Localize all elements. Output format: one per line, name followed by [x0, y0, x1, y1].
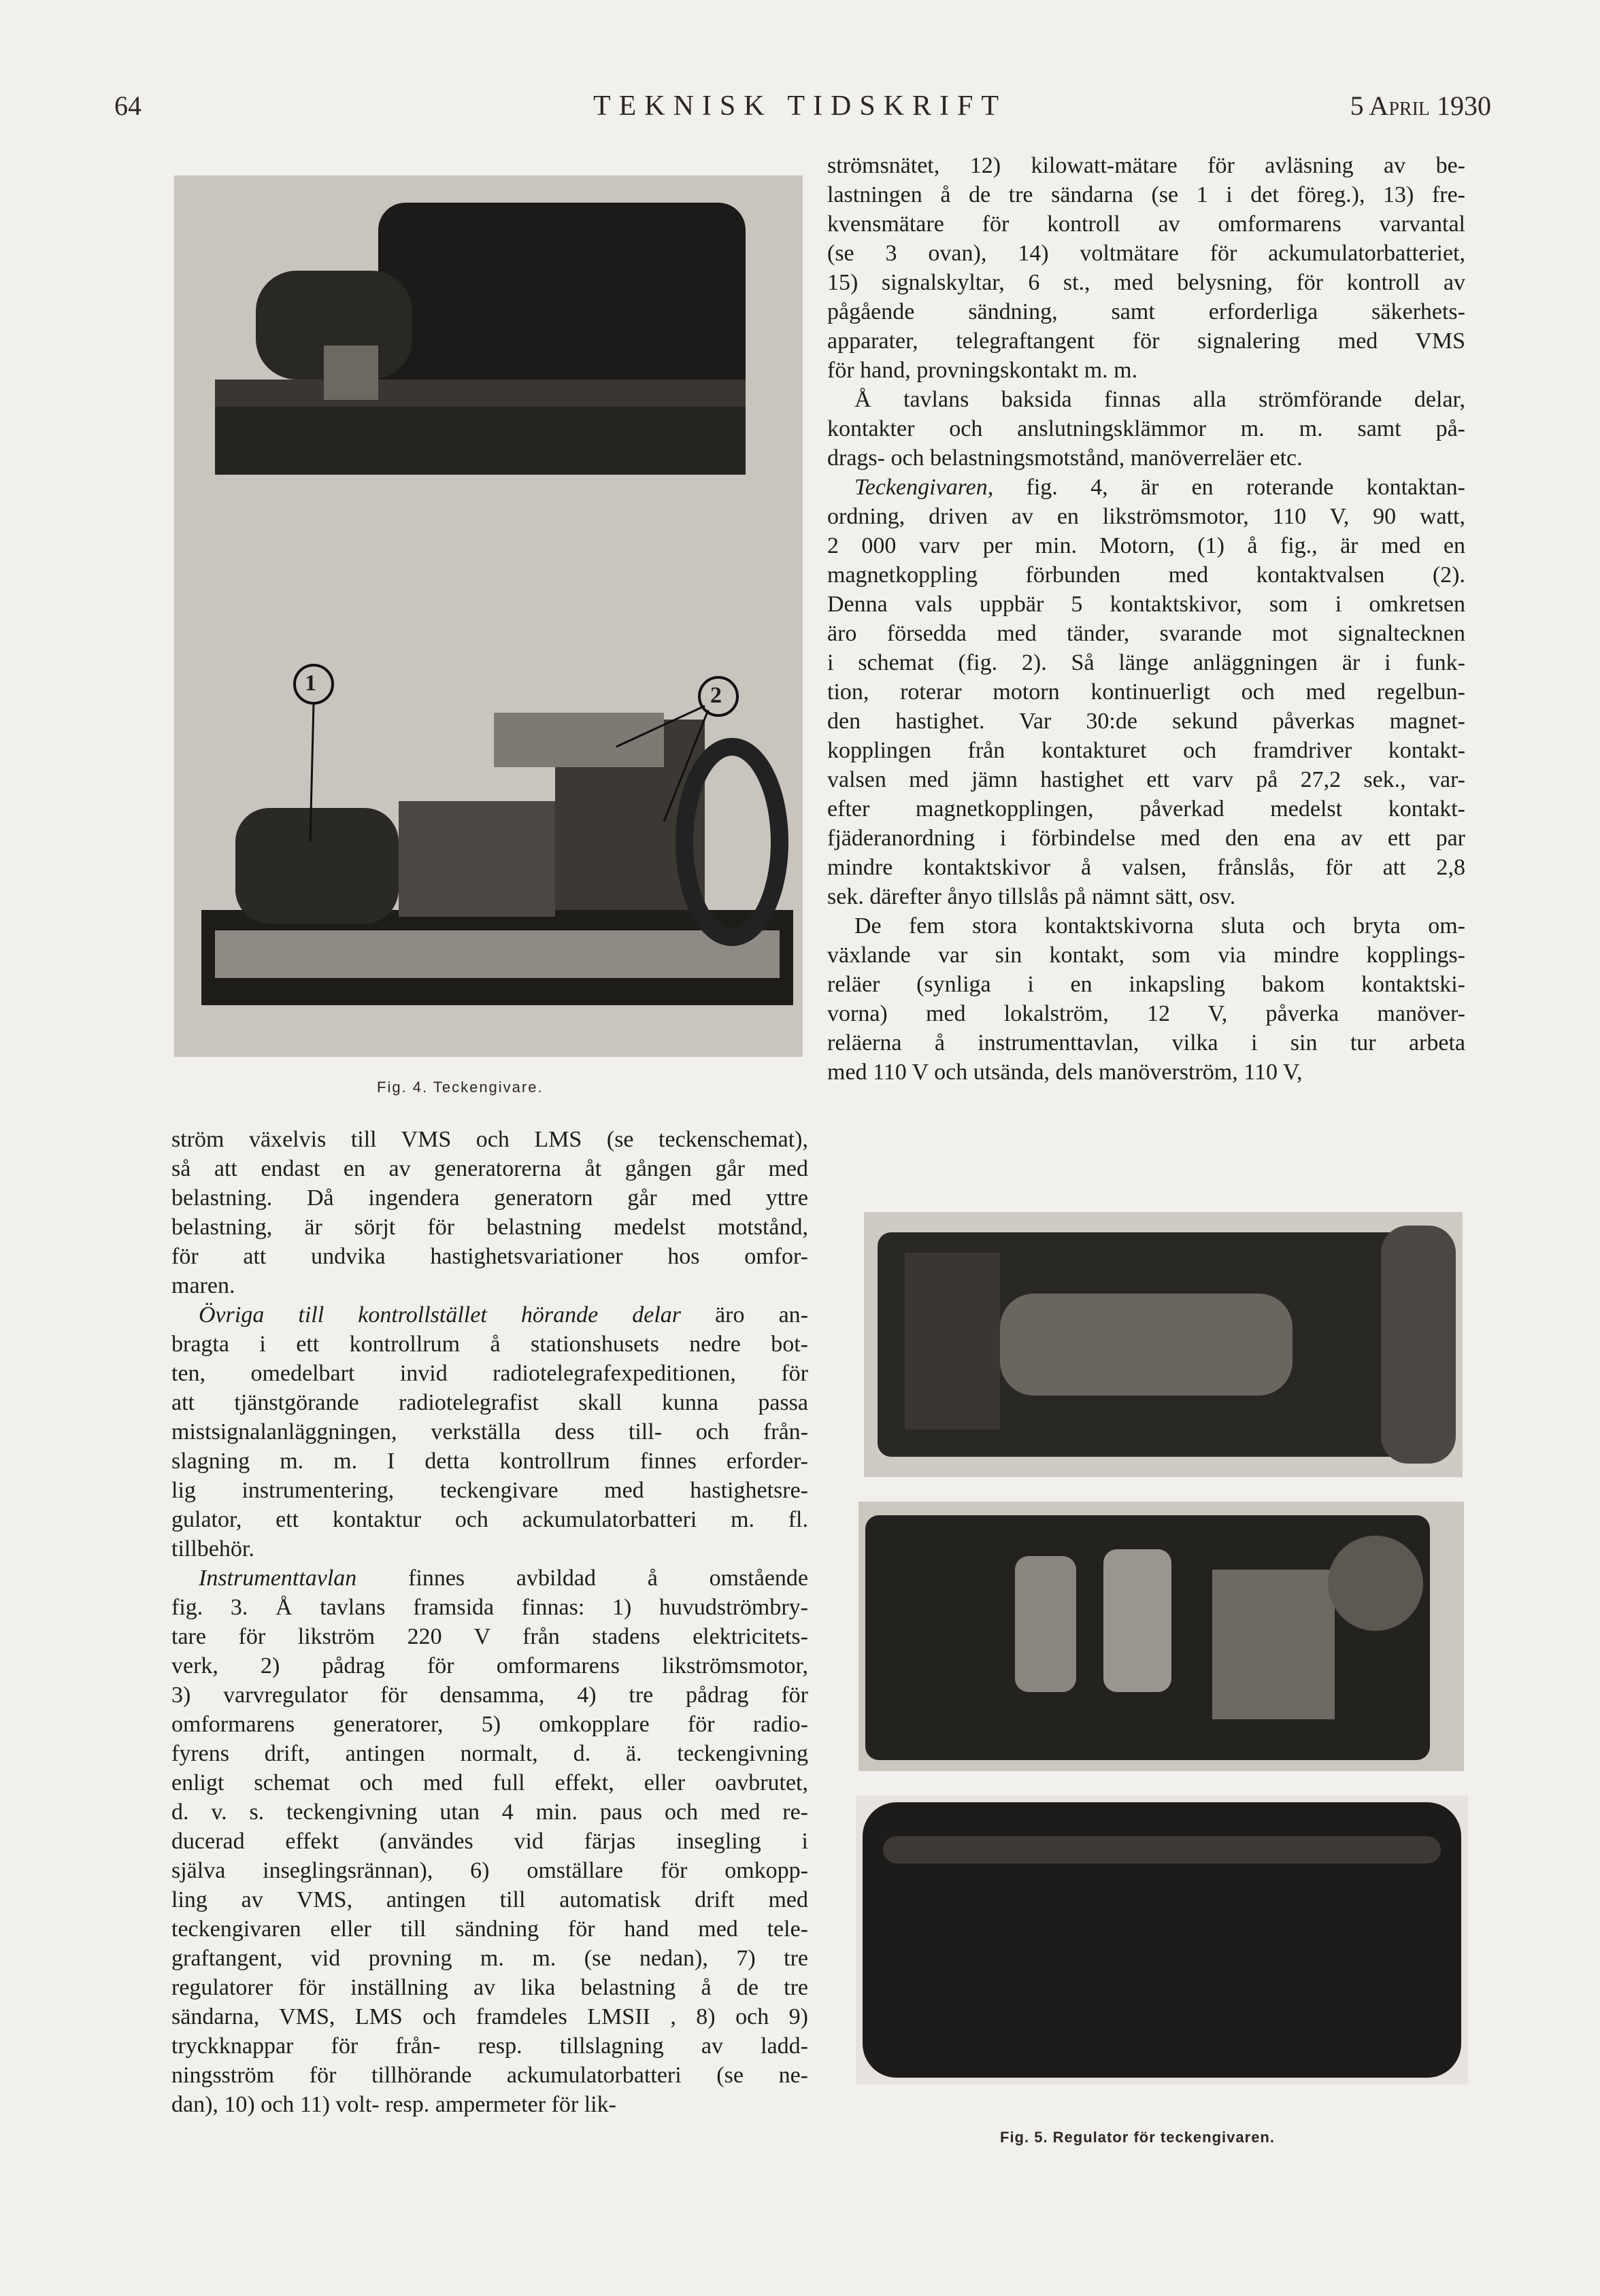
text-line: (se 3 ovan), 14) voltmätare för ackumulatorbatteriet,: [827, 241, 1465, 266]
text-line: själva inseglingsrännan), 6) omställare för omkopp-: [171, 1858, 808, 1883]
text-line: teckengivaren eller till sändning för hand med tele-: [171, 1917, 808, 1942]
text-line: lig instrumentering, teckengivare med hastighetsre-: [171, 1478, 808, 1503]
text-line: belastning. Då ingendera generatorn går med yttre: [171, 1185, 808, 1211]
text-line: drags- och belastningsmotstånd, manöverreläer etc.: [827, 445, 1303, 471]
text-line: den hastighet. Var 30:de sekund påverkas magnet-: [827, 709, 1465, 734]
text-line: omformarens generatorer, 5) omkopplare för radio-: [171, 1712, 808, 1737]
figure-5-photo-top: [864, 1212, 1463, 1477]
text-line: tare för likström 220 V från stadens elektricitets-: [171, 1624, 808, 1649]
text-line: mindre kontaktskivor å valsen, frånslås, för att 2,8: [827, 855, 1465, 880]
text-line: tion, roterar motorn kontinuerligt och med regelbun-: [827, 679, 1465, 705]
text-line: Teckengivaren, fig. 4, är en roterande kontaktan-: [854, 475, 1465, 500]
text-line: kopplingen från kontakturet och framdriver kontakt-: [827, 738, 1465, 763]
text-line: reläer (synliga i en inkapsling bakom kontaktski-: [827, 972, 1465, 997]
text-line: växlande var sin kontakt, som via mindre kopplings-: [827, 943, 1465, 968]
text-line: ningsström för tillhörande ackumulatorbatteri (se ne-: [171, 2063, 808, 2088]
text-line: vorna) med lokalström, 12 V, påverka manöver-: [827, 1001, 1465, 1026]
text-line: reläerna å instrumenttavlan, vilka i sin tur arbeta: [827, 1030, 1465, 1056]
figure-4-illustration: [174, 175, 803, 1057]
text-line: äro försedda med tänder, svarande mot signaltecknen: [827, 621, 1465, 646]
journal-title: TEKNISK TIDSKRIFT: [593, 90, 1007, 122]
text-line: maren.: [171, 1273, 235, 1298]
text-line: strömsnätet, 12) kilowatt-mätare för avläsning av be-: [827, 153, 1465, 178]
text-line: tryckknappar för från- resp. tillslagning av ladd-: [171, 2033, 808, 2059]
text-line: ducerad effekt (användes vid färjas insegling i: [171, 1829, 808, 1854]
text-line: bragta i ett kontrollrum å stationshusets nedre bot-: [171, 1332, 808, 1357]
regulator-open-top-illustration: [864, 1212, 1463, 1477]
text-line: mistsignalanläggningen, verkställa dess till- och från-: [171, 1419, 808, 1445]
text-line: pågående sändning, samt erforderliga säkerhets-: [827, 299, 1465, 324]
text-line: ström växelvis till VMS och LMS (se teckenschemat),: [171, 1127, 808, 1152]
text-line: Å tavlans baksida finnas alla strömförande delar,: [854, 387, 1465, 412]
text-line: fig. 3. Å tavlans framsida finnas: 1) huvudströmbry-: [171, 1595, 808, 1620]
text-line: gulator, ett kontaktur och ackumulatorbatteri m. fl.: [171, 1507, 808, 1532]
figure-5-photo-middle: [859, 1502, 1464, 1771]
text-line: d. v. s. teckengivning utan 4 min. paus och med re-: [171, 1800, 808, 1825]
text-line: med 110 V och utsända, dels manöverström, 110 V,: [827, 1060, 1303, 1085]
text-line: sek. därefter ånyo tillslås på nämnt sätt, osv.: [827, 884, 1236, 909]
callout-label-2: 2: [710, 683, 722, 708]
text-line: fyrens drift, antingen normalt, d. ä. teckengivning: [171, 1741, 808, 1766]
text-line: apparater, telegraftangent för signalering med VMS: [827, 328, 1465, 354]
text-line: regulatorer för inställning av lika belastning å de tre: [171, 1975, 808, 2000]
figure-4-caption: Fig. 4. Teckengivare.: [377, 1079, 544, 1096]
right-text-column: [827, 151, 1465, 1087]
text-line: för hand, provningskontakt m. m.: [827, 358, 1138, 383]
text-line: graftangent, vid provning m. m. (se nedan), 7) tre: [171, 1946, 808, 1971]
text-line: Övriga till kontrollstället hörande delar äro an-: [199, 1302, 808, 1328]
text-line: kontakter och anslutningsklämmor m. m. samt på-: [827, 416, 1465, 441]
text-line: efter magnetkopplingen, påverkad medelst kontakt-: [827, 796, 1465, 822]
regulator-closed-illustration: [856, 1795, 1468, 2084]
text-line: Instrumenttavlan finnes avbildad å omstående: [199, 1566, 808, 1591]
text-line: att tjänstgörande radiotelegrafist skall kunna passa: [171, 1390, 808, 1415]
text-line: Denna vals uppbär 5 kontaktskivor, som i omkretsen: [827, 592, 1465, 617]
left-text-column: [171, 1125, 808, 2119]
figure-5-photo-bottom: [856, 1795, 1468, 2084]
text-line: ordning, driven av en likströmsmotor, 110 V, 90 watt,: [827, 504, 1465, 529]
text-line: 3) varvregulator för densamma, 4) tre pådrag för: [171, 1683, 808, 1708]
text-line: i schemat (fig. 2). Så länge anläggningen är i funk-: [827, 650, 1465, 675]
text-line: ling av VMS, antingen till automatisk drift med: [171, 1887, 808, 1912]
text-line: magnetkoppling förbunden med kontaktvalsen (2).: [827, 562, 1465, 588]
text-line: belastning, är sörjt för belastning medelst motstånd,: [171, 1215, 808, 1240]
text-line: kvensmätare för kontroll av omformarens varvantal: [827, 212, 1465, 237]
text-line: dan), 10) och 11) volt- resp. ampermeter för lik-: [171, 2092, 616, 2117]
text-line: fjäderanordning i förbindelse med den ena av ett par: [827, 826, 1465, 851]
text-line: för att undvika hastighetsvariationer hos omfor-: [171, 1244, 808, 1269]
text-line: ten, omedelbart invid radiotelegrafexpeditionen, för: [171, 1361, 808, 1386]
text-line: slagning m. m. I detta kontrollrum finnes erforder-: [171, 1449, 808, 1474]
text-line: så att endast en av generatorerna åt gången går med: [171, 1156, 808, 1181]
text-line: 15) signalskyltar, 6 st., med belysning, för kontroll av: [827, 270, 1465, 295]
text-line: sändarna, VMS, LMS och framdeles LMSII , 8) och 9): [171, 2004, 808, 2029]
page-number: 64: [114, 90, 141, 121]
callout-label-1: 1: [305, 671, 316, 696]
figure-4-photo: [174, 175, 803, 1057]
text-line: verk, 2) pådrag för omformarens likströmsmotor,: [171, 1653, 808, 1678]
figure-5-caption: Fig. 5. Regulator för teckengivaren.: [1000, 2129, 1275, 2146]
text-line: enligt schemat och med full effekt, eller oavbrutet,: [171, 1770, 808, 1795]
text-line: lastningen å de tre sändarna (se 1 i det föreg.), 13) fre-: [827, 182, 1465, 207]
text-line: tillbehör.: [171, 1536, 254, 1561]
text-line: 2 000 varv per min. Motorn, (1) å fig., är med en: [827, 533, 1465, 558]
issue-date: 5 April 1930: [1350, 90, 1491, 121]
text-line: De fem stora kontaktskivorna sluta och bryta om-: [854, 913, 1465, 939]
regulator-open-bottom-illustration: [859, 1502, 1464, 1771]
text-line: valsen med jämn hastighet ett varv på 27,2 sek., var-: [827, 767, 1465, 792]
